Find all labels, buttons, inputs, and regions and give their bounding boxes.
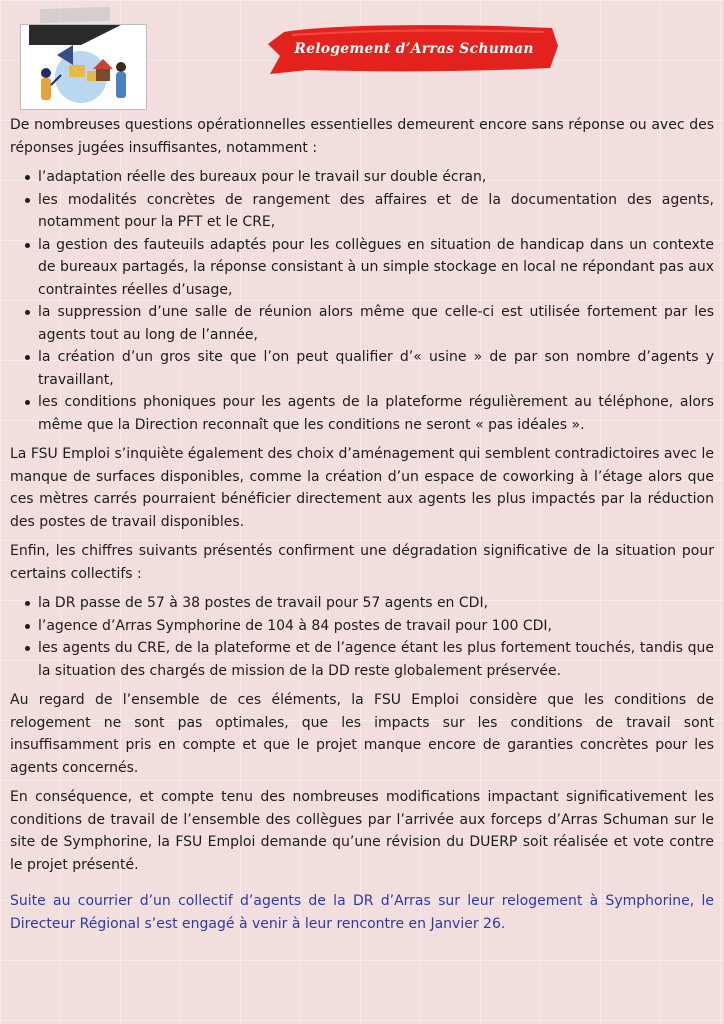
intro-paragraph: De nombreuses questions opérationnelles essentielles demeurent encore sans réponse ou avec des réponses jugées insuffisantes, notamment :: [10, 117, 714, 156]
list-item: les modalités concrètes de rangement des affaires et de la documentation des agents, notamment pour la PFT et le CRE,: [38, 189, 714, 234]
list-item: l’adaptation réelle des bureaux pour le travail sur double écran,: [38, 166, 714, 189]
conclusion-paragraph: En conséquence, et compte tenu des nombreuses modifications impactant significativement les conditions de travail de l’ensemble des collègues par l’arrivée aux forceps d’Arras Schuman sur le site de Symphorine, la FSU Emploi demande qu’une révision du DUERP soit réalisée et vote contre le projet présenté.: [10, 789, 714, 873]
list-item: la création d’un gros site que l’on peut qualifier d’« usine » de par son nombre d’agents y travaillant,: [38, 346, 714, 391]
tape-decoration: [40, 7, 110, 23]
document-body: [10, 114, 714, 942]
list-item: les conditions phoniques pour les agents de la plateforme régulièrement au téléphone, alors même que la Direction reconnaît que les conditions ne seront « pas idéales ».: [38, 391, 714, 436]
relocation-illustration-icon: [20, 24, 147, 110]
title-banner: [268, 22, 560, 76]
list-item: l’agence d’Arras Symphorine de 104 à 84 postes de travail pour 100 CDI,: [38, 615, 714, 638]
list-item: la suppression d’une salle de réunion alors même que celle-ci est utilisée fortement par les agents tout au long de l’année,: [38, 301, 714, 346]
followup-paragraph: Suite au courrier d’un collectif d’agents de la DR d’Arras sur leur relogement à Symphorine, le Directeur Régional s’est engagé à venir à leur rencontre en Janvier 26.: [10, 893, 714, 932]
list-item: la gestion des fauteuils adaptés pour les collègues en situation de handicap dans un contexte de bureaux partagés, la réponse consistant à un simple stockage en local ne répondant pas aux contraintes réelles d’usage,: [38, 234, 714, 302]
conditions-paragraph: Au regard de l’ensemble de ces éléments, la FSU Emploi considère que les conditions de relogement ne sont pas optimales, que les impacts sur les conditions de travail sont insuffisamment pris en compte et que le projet manque encore de garanties concrètes pour les agents concernés.: [10, 692, 714, 776]
issues-list: [10, 166, 714, 436]
figures-list: [10, 592, 714, 682]
list-item: la DR passe de 57 à 38 postes de travail pour 57 agents en CDI,: [38, 592, 714, 615]
fsu-concern-paragraph: La FSU Emploi s’inquiète également des choix d’aménagement qui semblent contradictoires avec le manque de surfaces disponibles, comme la création d’un espace de coworking à l’étage alors que ces mètres carrés pourraient bénéficier directement aux agents les plus impactés par la réduction des postes de travail disponibles.: [10, 446, 714, 530]
figures-intro-paragraph: Enfin, les chiffres suivants présentés confirment une dégradation significative de la situation pour certains collectifs :: [10, 543, 714, 582]
page-title: Relogement d’Arras Schuman: [294, 41, 534, 57]
list-item: les agents du CRE, de la plateforme et de l’agence étant les plus fortement touchés, tandis que la situation des chargés de mission de la DD reste globalement préservée.: [38, 637, 714, 682]
